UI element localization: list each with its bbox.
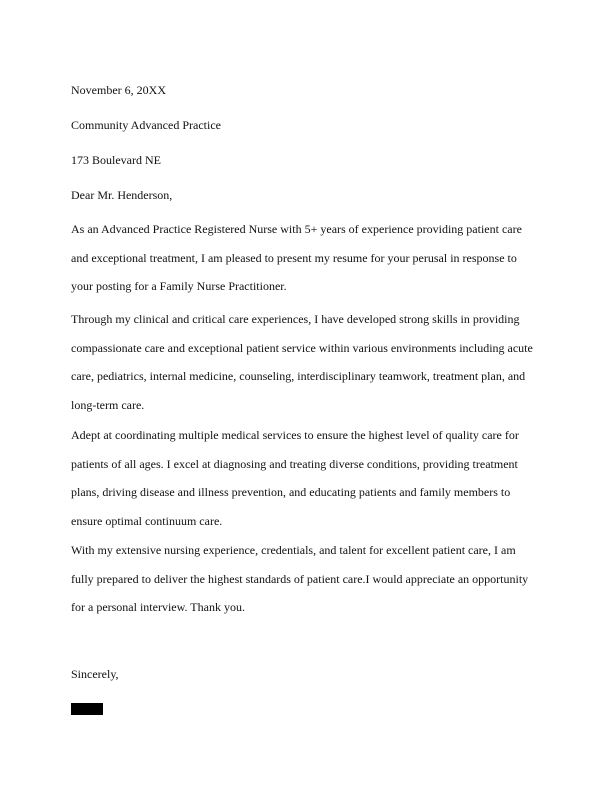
paragraph-line: your posting for a Family Nurse Practitioner. (71, 279, 287, 293)
closing: Sincerely, (71, 667, 119, 681)
paragraph-line: With my extensive nursing experience, credentials, and talent for excellent patient care, I am (71, 543, 516, 557)
paragraph-line: care, pediatrics, internal medicine, counseling, interdisciplinary teamwork, treatment plan, and (71, 369, 526, 383)
paragraph-line: fully prepared to deliver the highest standards of patient care.I would appreciate an opportunity (71, 571, 529, 586)
paragraph-line: ensure optimal continuum care. (71, 513, 223, 528)
paragraph-line: Through my clinical and critical care experiences, I have developed strong skills in providing (71, 312, 520, 326)
paragraph-4 (71, 536, 531, 622)
paragraph-line: As an Advanced Practice Registered Nurse with 5+ years of experience providing patient care (71, 222, 522, 236)
paragraph-1 (71, 215, 531, 301)
paragraph-line: plans, driving disease and illness prevention, and educating patients and family members to (71, 485, 511, 499)
letter-date: November 6, 20XX (71, 83, 166, 97)
salutation: Dear Mr. Henderson, (71, 188, 173, 202)
paragraph-3 (71, 421, 531, 535)
paragraph-2 (71, 305, 531, 419)
recipient-org: Community Advanced Practice (71, 118, 221, 132)
paragraph-line: for a personal interview. Thank you. (71, 600, 245, 614)
paragraph-line: Adept at coordinating multiple medical services to ensure the highest level of quality care for (71, 428, 519, 442)
recipient-address: 173 Boulevard NE (71, 153, 161, 167)
paragraph-line: compassionate care and exceptional patient service within various environments including acute (71, 340, 533, 355)
paragraph-line: long-term care. (71, 397, 145, 412)
paragraph-line: and exceptional treatment, I am pleased to present my resume for your perusal in response to (71, 250, 517, 265)
paragraph-line: patients of all ages. I excel at diagnosing and treating diverse conditions, providing treatment (71, 456, 518, 471)
redacted-signature (71, 703, 103, 715)
